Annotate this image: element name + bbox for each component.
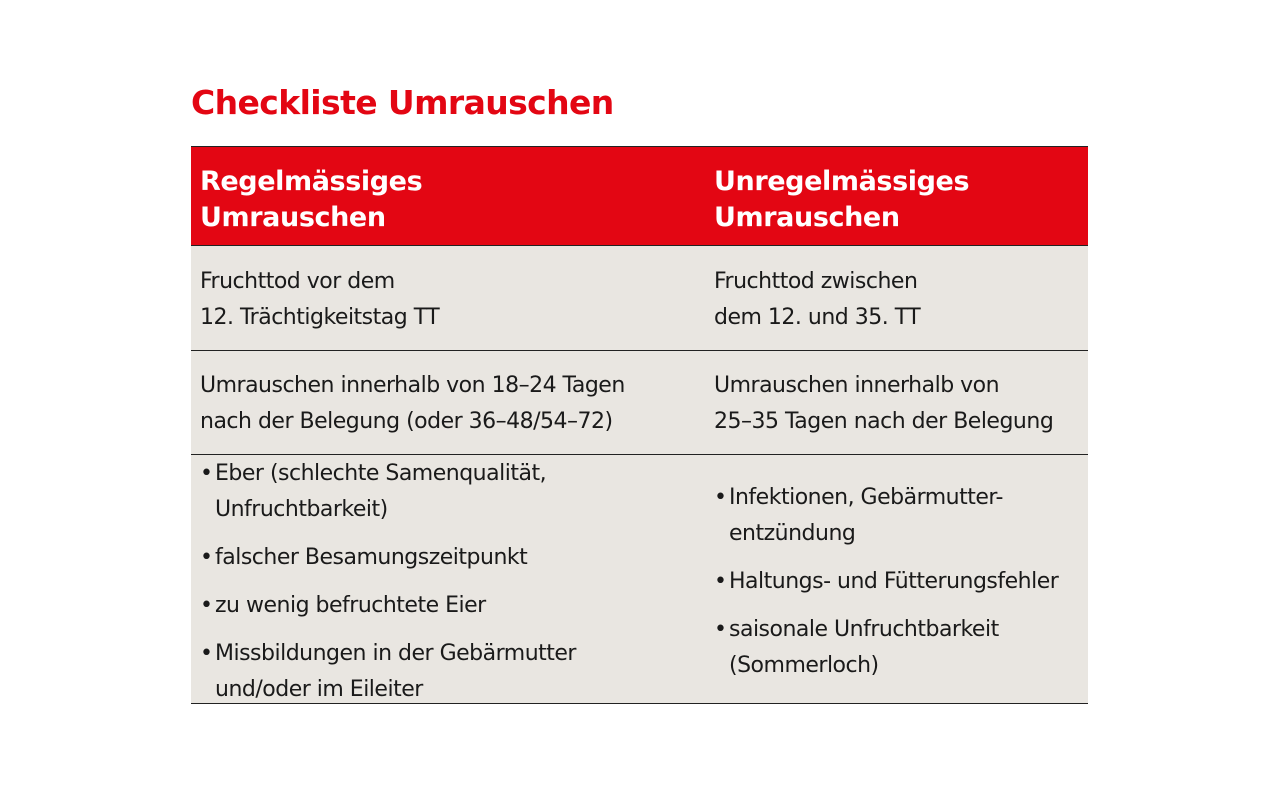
list-item: [714, 612, 1084, 684]
table-row-2-irregular: [714, 368, 1084, 440]
table-row-2-regular: [200, 368, 700, 440]
row-1-regular-line-2: 12. Trächtigkeitstag TT: [200, 305, 440, 330]
list-item-line: • falscher Besamungszeitpunkt: [215, 545, 528, 570]
list-item-line: und/oder im Eileiter: [215, 677, 423, 702]
list-item: [200, 588, 700, 624]
list-item-line: • Missbildungen in der Gebärmutter: [215, 641, 576, 666]
row-divider: [191, 454, 1088, 455]
header-irregular-line-1: Unregelmässiges: [714, 166, 970, 197]
causes-irregular-list: [714, 480, 1084, 696]
list-item-line: (Sommerloch): [729, 653, 879, 678]
list-item: [200, 456, 700, 528]
list-item-line: • Infektionen, Gebärmutter-: [729, 485, 1003, 510]
list-item: [200, 636, 700, 708]
table-row-1-irregular: [714, 264, 1084, 336]
row-1-irregular-line-2: dem 12. und 35. TT: [714, 305, 921, 330]
list-item-line: • saisonale Unfruchtbarkeit: [729, 617, 999, 642]
table-row-1-regular: [200, 264, 700, 336]
table-header: [191, 147, 1088, 246]
list-item-line: • Haltungs- und Fütterungsfehler: [729, 569, 1059, 594]
list-item: [714, 564, 1084, 600]
checklist-table: [191, 146, 1088, 704]
header-irregular: [714, 164, 1084, 236]
row-2-irregular-line-1: Umrauschen innerhalb von: [714, 373, 1000, 398]
list-item-line: entzündung: [729, 521, 856, 546]
page-title: Checkliste Umrauschen: [191, 83, 614, 122]
row-divider: [191, 350, 1088, 351]
header-regular-line-1: Regelmässiges: [200, 166, 423, 197]
row-2-regular-line-2: nach der Belegung (oder 36–48/54–72): [200, 409, 613, 434]
list-item: [200, 540, 700, 576]
header-regular: [200, 164, 700, 236]
causes-regular-list: [200, 456, 700, 720]
row-1-irregular-line-1: Fruchttod zwischen: [714, 269, 918, 294]
row-1-regular-line-1: Fruchttod vor dem: [200, 269, 395, 294]
list-item: [714, 480, 1084, 552]
row-2-regular-line-1: Umrauschen innerhalb von 18–24 Tagen: [200, 373, 625, 398]
row-2-irregular-line-2: 25–35 Tagen nach der Belegung: [714, 409, 1054, 434]
header-regular-line-2: Umrauschen: [200, 202, 386, 233]
list-item-line: Unfruchtbarkeit): [215, 497, 388, 522]
list-item-line: • zu wenig befruchtete Eier: [215, 593, 486, 618]
header-irregular-line-2: Umrauschen: [714, 202, 900, 233]
list-item-line: • Eber (schlechte Samenqualität,: [215, 461, 547, 486]
